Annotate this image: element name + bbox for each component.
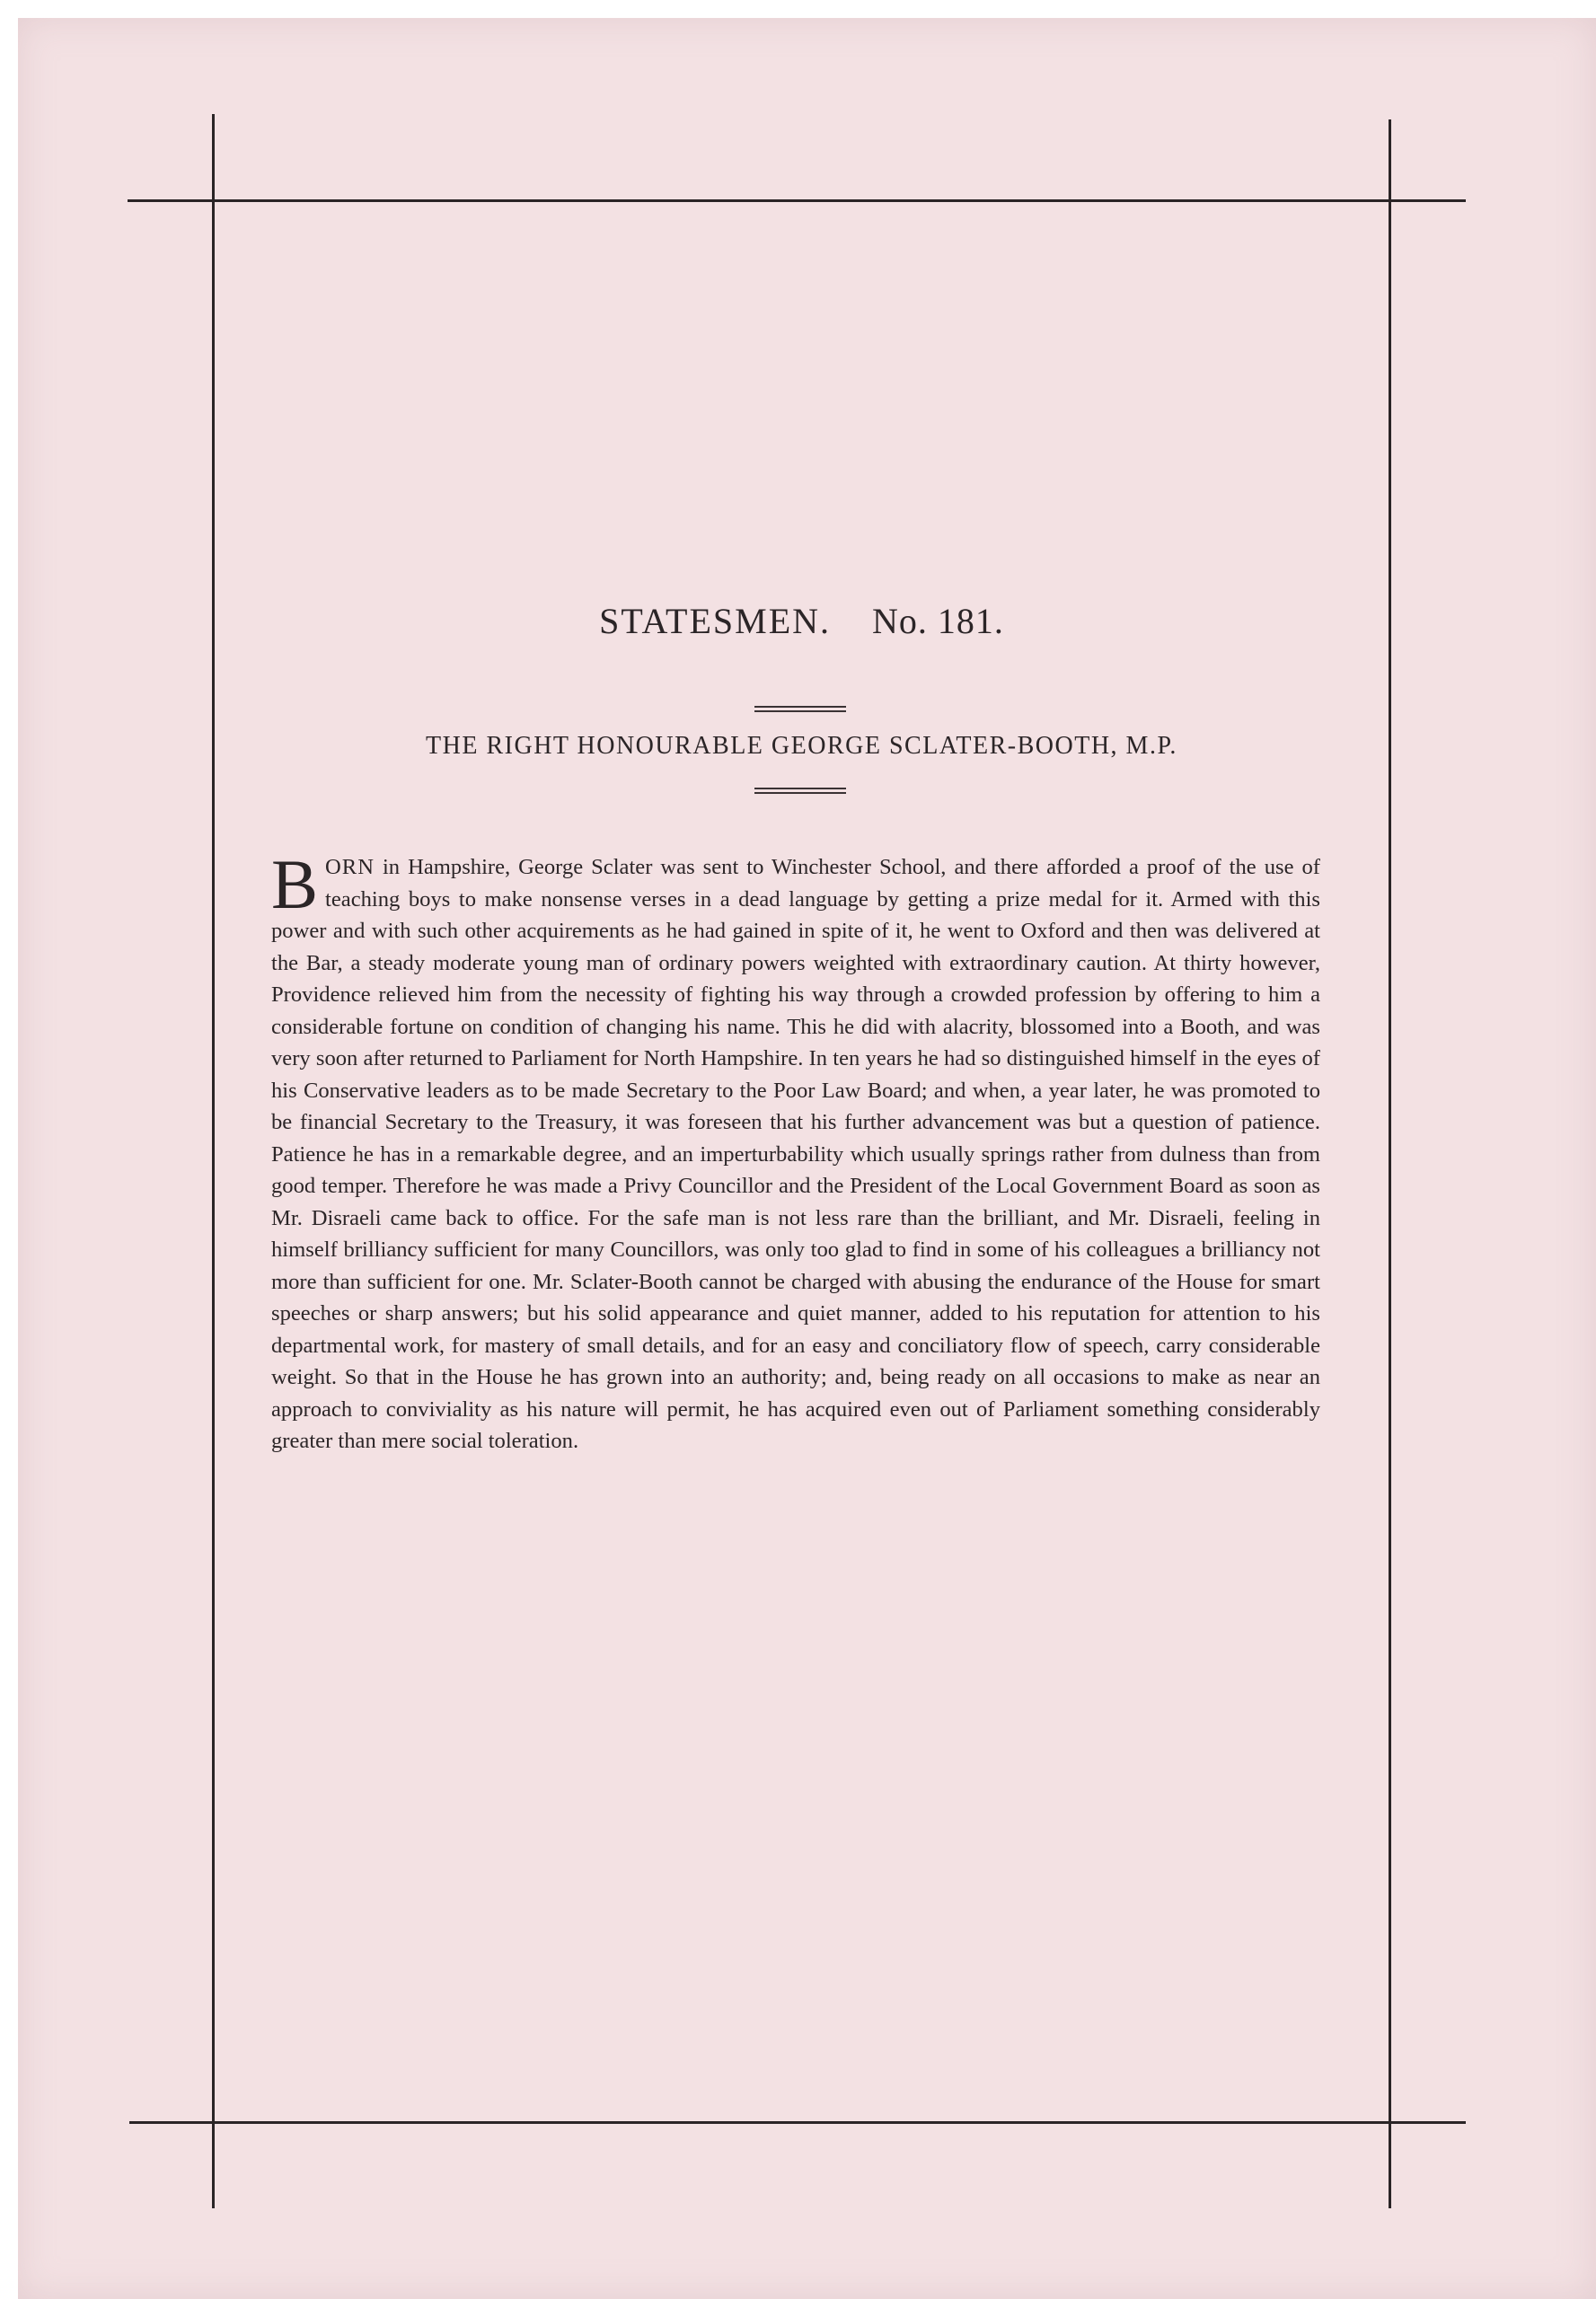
double-rule-upper — [754, 706, 846, 712]
frame-rule-right — [1389, 119, 1391, 2208]
frame-rule-bottom — [129, 2121, 1466, 2124]
article-body — [271, 845, 1320, 1458]
page-sheet — [18, 18, 1596, 2299]
article-lead-word: ORN — [325, 855, 375, 879]
article-text: in Hampshire, George Sclater was sent to Winchester School, and there afforded a proof of the use of teaching boys to make nonsense verses in a dead language by getting a prize medal for it. Armed with this power and with such other acquirements as he had gained in spite of it, he went to Oxford and then was delivered at the Bar, a steady moderate young man of ordinary powers weighted with extraordinary caution. At thirty however, Providence relieved him from the necessity of fighting his way through a crowded profession by offering to him a considerable fortune on condition of changing his name. This he did with alacrity, blossomed into a Booth, and was very soon after returned to Parliament for North Hampshire. In ten years he had so distinguished himself in the eyes of his Conservative leaders as to be made Secretary to the Poor Law Board; and when, a year later, he was promoted to be financial Secretary to the Treasury, it was foreseen that his further advancement was but a question of patience. Patience he has in a remarkable degree, and an imperturbability which usually springs rather from dulness than from good temper. Therefore he was made a Privy Councillor and the President of the Local Government Board as soon as Mr. Disraeli came back to office. For the safe man is not less rare than the brilliant, and Mr. Disraeli, feeling in himself brilliancy sufficient for many Councillors, was only too glad to find in some of his colleagues a brilliancy not more than sufficient for one. Mr. Sclater-Booth cannot be charged with abusing the endurance of the House for smart speeches or sharp answers; but his solid appearance and quiet manner, added to his reputation for attention to his departmental work, for mastery of small details, and for an easy and conciliatory flow of speech, carry considerable weight. So that in the House he has grown into an authority; and, being ready on all occasions to make as near an approach to conviviality as his nature will permit, he has acquired even out of Parliament something considerably greater than mere social toleration. — [271, 855, 1320, 1453]
series-number: No. 181. — [872, 601, 1004, 641]
series-title: STATESMEN. — [599, 601, 832, 641]
series-heading — [212, 600, 1391, 642]
frame-rule-left — [212, 114, 215, 2208]
double-rule-lower — [754, 788, 846, 794]
subject-title: THE RIGHT HONOURABLE GEORGE SCLATER-BOOTH, M.P. — [426, 732, 1177, 760]
drop-cap: B — [271, 845, 319, 923]
frame-rule-top — [128, 199, 1466, 202]
